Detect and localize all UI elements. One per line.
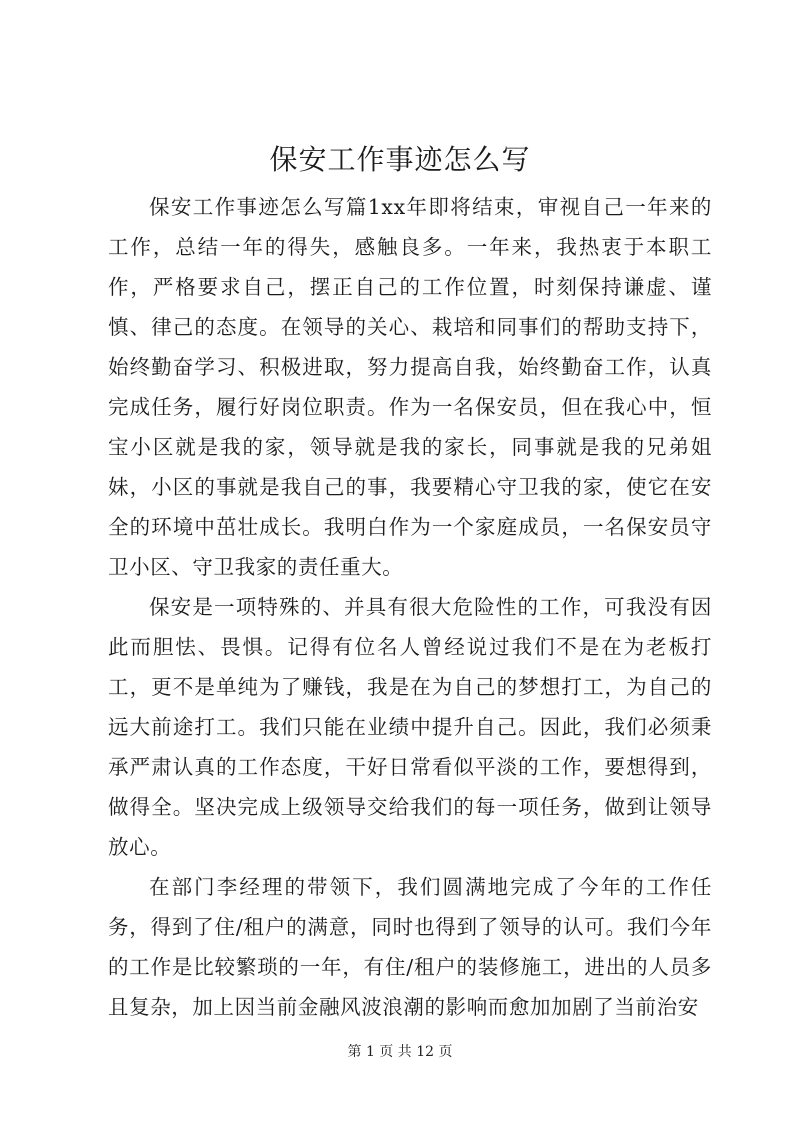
document-title: 保安工作事迹怎么写 [269,143,531,176]
paragraph-3: 在部门李经理的带领下，我们圆满地完成了今年的工作任务，得到了住/租户的满意，同时也得到了领导的认可。我们今年的工作是比较繁琐的一年，有住/租户的装修施工，进出的人员多且复杂，加上因当前金融风波浪潮的影响而愈加加剧了当前治安 [108,875,712,1019]
paragraph-2: 保安是一项特殊的、并具有很大危险性的工作，可我没有因此而胆怯、畏惧。记得有位名人曾经说过我们不是在为老板打工，更不是单纯为了赚钱，我是在为自己的梦想打工，为自己的远大前途打工。我们只能在业绩中提升自己。因此，我们必须秉承严肃认真的工作态度，干好日常看似平淡的工作，要想得到，做得全。坚决完成上级领导交给我们的每一项任务，做到让领导放心。 [108,595,712,859]
paragraph-1: 保安工作事迹怎么写篇1xx年即将结束，审视自己一年来的工作，总结一年的得失，感触良多。一年来，我热衷于本职工作，严格要求自己，摆正自己的工作位置，时刻保持谦虚、谨慎、律己的态度。在领导的关心、栽培和同事们的帮助支持下，始终勤奋学习、积极进取，努力提高自我，始终勤奋工作，认真完成任务，履行好岗位职责。作为一名保安员，但在我心中，恒宝小区就是我的家，领导就是我的家长，同事就是我的兄弟姐妹，小区的事就是我自己的事，我要精心守卫我的家，使它在安全的环境中茁壮成长。我明白作为一个家庭成员，一名保安员守卫小区、守卫我家的责任重大。 [108,195,712,579]
page-number-footer: 第 1 页 共 12 页 [347,1044,453,1060]
document-body [108,187,712,1027]
